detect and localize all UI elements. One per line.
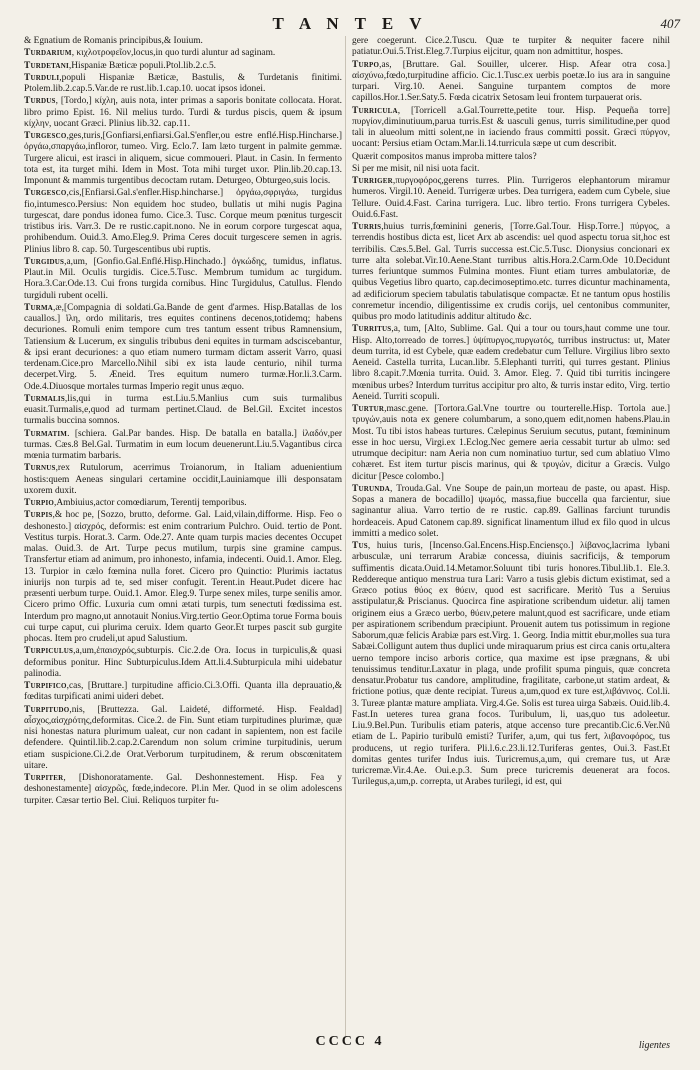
entry-headword: Turpo bbox=[352, 59, 380, 70]
entry-text: , κιχλοτροφεῖον,locus,in quo turdi aluntur ad saginam. bbox=[71, 48, 276, 59]
entry-text: Si per me misit, nil nisi uota facit. bbox=[352, 163, 480, 174]
signature-mark: CCCC 4 bbox=[315, 1034, 385, 1049]
entry-text: . [schiera. Gal.Par bandes. Hisp. De batalla en batalla.] ἰλαδόν,per turmas. Cæs.8 Bel.Gal. Turmatim in eum locum deuenerunt.Liu.5.Vagantibus circa mœnia turmatim barbaris. bbox=[24, 428, 342, 461]
dictionary-entry bbox=[24, 773, 342, 807]
dictionary-entry bbox=[24, 510, 342, 645]
entry-headword: Turpifico bbox=[24, 681, 67, 691]
entry-text: ,nis, [Bruttezza. Gal. Laideté, difformeté. Hisp. Fealdad] αἶσχος,αἰσχρότης,deformitas. Cice.2. de Fin. Sunt etiam turpitudines plurimæ, quæ nisi honestas natura plurimum ualeat, cur non cadant in sapientem, non est facile defendere. Quintil.lib.2.cap.2.Carendum non solum crimine turpitudinis, uerum etiam suspicione.Ci.2.de Orat.Verborum turpitudinem, & rerum obscœnitatem uitare. bbox=[24, 704, 342, 771]
entry-headword: Turdarium bbox=[24, 48, 72, 59]
left-column bbox=[24, 36, 342, 808]
entry-headword: Tus bbox=[352, 541, 368, 551]
dictionary-entry bbox=[24, 36, 342, 47]
right-column bbox=[352, 36, 670, 790]
dictionary-entry bbox=[24, 188, 342, 256]
dictionary-entry bbox=[352, 164, 670, 175]
dictionary-entry bbox=[24, 96, 342, 130]
entry-headword: Turriger bbox=[352, 176, 393, 186]
dictionary-entry bbox=[24, 463, 342, 497]
dictionary-entry bbox=[352, 324, 670, 403]
entry-headword: Turduli bbox=[24, 72, 60, 83]
entry-headword: Turritus bbox=[352, 324, 392, 335]
dictionary-entry bbox=[352, 484, 670, 540]
entry-headword: Turtur bbox=[352, 404, 385, 414]
entry-text: ,lis,qui in turma est.Liu.5.Manlius cum suis turmalibus euasit.Turmalis,e,quod ad turmam pertinet.Claud. de Bel.Gil. Excitet incestos turmalis buccina somnos. bbox=[24, 393, 342, 427]
column-divider bbox=[345, 36, 346, 1036]
entry-headword: Turdus bbox=[24, 96, 56, 107]
entry-text: ,ges,turis,[Gonfiarsi,enfiarsi.Gal.S'enfler,ou estre enflé.Hisp.Hincharse.] ὀργάω,σπαργάω,infloror, tumeo. Virg. Eclo.7. Iam læto turgent in palmite gemmæ. Turgere alicui, est irasci in aliquem, sicue commoueri. Plaut. in Casin. In fermento tota est, ita turget mihi. Idem in Most. Tota mihi turget uxor. Plin.lib.20.cap.13. Imponunt & mammis turgentibus decoctam rutam. Deturgeo, Obturgeo,suis locis. bbox=[24, 131, 342, 186]
dictionary-entry bbox=[352, 222, 670, 323]
entry-text: ,a,um, [Gonfio.Gal.Enflé.Hisp.Hinchado.] ὀγκώδης, tumidus, inflatus. Plaut.in Mil. Oculis turgidis. Cice.5.Tusc. Membrum tumidum ac turgidum. Hora.3.Car.Ode.13. Cui frons turgida cornibus. Hinc Turgidulus, Catullus. Flendo turgiduli rubent ocelli. bbox=[24, 256, 342, 301]
entry-headword: Turpiter bbox=[24, 773, 64, 783]
dictionary-entry bbox=[352, 106, 670, 151]
entry-text: ,πυργοφόρος,gerens turres. Plin. Turrigeros elephantorum miramur humeros. Virgil.10. Aeneid. Turrigeræ urbes. Dea turrigera, eadem cum Cybele, siue Tellure. Ouid.4.Fast. Carina turrigera. Luc. libro tertio. Frons turrigera Cybeles. Ouid.6.Fast. bbox=[352, 176, 670, 220]
entry-headword: Turpiculus bbox=[24, 646, 74, 657]
entry-headword: Turnus bbox=[24, 463, 56, 474]
entry-text: ,& hoc pe, [Sozzo, brutto, deforme. Gal. Laid,vilain,difforme. Hisp. Feo o deshonesto.] αἰσχρός, deformis: est enim contrarium Pulchro. Ouid. tertio de Pont. Vestitus turpis. Horat.3. Carm. Ode.27. Ante quam turpis macies decentes Occupet malas. Ouid.3. de Art. Turpe pecus mutilum, turpis sine gramine campus. Transfertur etiam ad animum, pro inhonesto, infamia, indecenti. Ouid.1. Amor. Eleg. 13. Turpior in cælo fœmina nulla foret. Cicero pro Quinctio: Plurimis iactatus iniurijs non turpis ad te, sed miser confugit. Terent.in Heaut.Pudet dicere hac præsenti uerbum turpe. Ouid.1. Amor. Eleg.9. Turpe senex miles, turpe senilis amor. Cicero primo Offic. Luxuria cum omni ætati turpis, tum senectuti fœdissima est. Interdum pro magno,ut annotauit Nonius.Virg.tertio Geor.Optima torue Forma bouis cui turpe caput, cui plurima ceruix. Idem quarto Geor.Et turpes pascit sub gurgite phocas. Item pro crudeli,ut apud Salustium. bbox=[24, 510, 342, 644]
dictionary-entry bbox=[24, 48, 342, 59]
dictionary-entry bbox=[352, 36, 670, 59]
entry-headword: Turpio bbox=[24, 498, 55, 508]
entry-text: gere coegerunt. Cice.2.Tuscu. Quæ te turpiter & nequiter facere nihil patiatur.Oui.5.Trist.Eleg.7.Turpius eijcitur, quam non admittitur, hospes. bbox=[352, 36, 670, 58]
entry-headword: Turpis bbox=[24, 510, 53, 521]
entry-headword: Turpitudo bbox=[24, 704, 70, 715]
dictionary-entry bbox=[24, 429, 342, 463]
entry-headword: Turma bbox=[24, 302, 54, 313]
dictionary-entry bbox=[24, 394, 342, 428]
entry-text: , [Dishonoratamente. Gal. Deshonnestement. Hisp. Fea y deshonestamente] αἰσχρῶς, fœde,indecore. Pl.in Mer. Quod in se olim adolescens turpiter. Cæsar tertio Bel. Ciui. Reliquos turpiter fu- bbox=[24, 773, 342, 806]
dictionary-entry bbox=[352, 404, 670, 483]
entry-text: , [Tordo,] κίχλη, auis nota, inter primas a saporis bonitate collocata. Horat. libro primo Epist. 16. Nil melius turdo. Turdi & turdus piscis, quem & ipsum κίχλην, uocant Græci. Plinius lib.32. cap.11. bbox=[24, 96, 342, 129]
dictionary-entry bbox=[24, 498, 342, 509]
dictionary-entry bbox=[24, 131, 342, 187]
entry-headword: Turgesco bbox=[24, 131, 67, 141]
catchword: ligentes bbox=[638, 1040, 670, 1051]
entry-text: & Egnatium de Romanis principibus,& Iouium. bbox=[24, 36, 203, 46]
entry-text: , huius turis, [Incenso.Gal.Encens.Hisp.Enciensço.] λίβανος,lacrima lybani arbusculæ, uni terrarum Arabiæ concessa, diuinis sacrificijs, & temporum suffimentis dicata.Ouid.14.Metamor.Soluunt tibi turis honores.Tibul.lib.1. Ele.3. Reddereque antiquo menstrua tura Lari: Varro a tusis glebis dictum existimat, sed a Græco potius θύος ex θύειν, quod est sacrificare. Meritò Tus a Seruius asstipulatur,& Priscianus. Quocirca fine aspiratione scribendum uidetur. alij tamen originem eius a Græco uerbo, θύειν,petere malunt,quod est sacrificare, unde etiam per aspirationem scribendum præcipiunt. Prouenit autem tus potissimum in regione Saborum,quæ felicis Arabiæ pars est.Virg. 1. Georg. India mittit ebur,molles sua tura Sabæi.Colligunt autem thus duplici unde miraquarum prius est circa canis ortu,altera uerno tempore inciso arboris cortice, qua maxime est ipse prægnans, & ubi tenuissimus tenditur.Laxatur in plaga, unde profilit spuma pinguis, quæ concreta densatur.Probatur tus candore, amplitudine, fragilitate, carbone,ut statim ardeat, & frictione potius, quæ dente recipiat. Tureus a,um,quod ex ture est,λιβάνινος. Col.li. 3. Tureæ plantæ mature ampliata. Virg.4.Ge. Solis est turea uirga Sabæis. Ouid.lib.4. Fast.In ueteres turea grana focos. Turibulum, li, uas,quo tus adoleetur. Liu.9.Bel.Pun. Turibulis etiam pateris, atque accenso ture precantib.Cic.6.Ver.Nû etiam de L. Papirio turibulū emisti? Turifer, a,um, qui tus fert, λιβανοφόρος, tus producens, ut regio turifera. Pli.l.6.c.23.li.12.Turiferas gentes, Oui.3. Fast.Et domitas gentes turifer Indus iuis. Turicremus,a,um, qui cremare tus, ut Aræ turicremæ.Vir.4.Ae. Oui.e.p.3. Sum prece turicremis deuenerat ara focos. Turilegus,a,um,p. correpta, ut Arabes turilegi, id est, qui bbox=[352, 541, 670, 788]
entry-text: ,a,um,ἐπαισχρός,subturpis. Cic.2.de Ora. Iocus in turpiculis,& quasi deformibus ponitur. Hinc Subturpiculus.Idem Att.li.4.Subturpicula mihi uidebatur palinodia. bbox=[24, 646, 342, 679]
dictionary-entry bbox=[352, 176, 670, 221]
dictionary-entry bbox=[24, 646, 342, 680]
entry-text: , [Torricell a.Gal.Tourrette,petite tour. Hisp. Pequeña torre] πυργίον,diminutiuum,parua turris.Est & uasculi genus, turris similitudine,per quod tali in alueolum mitti solent,ne in iaciendo fraus committi possit. Græci πύργον, uocant: Persius etiam Octam.Mar.li.14.turricula sæpe ut cum describit. bbox=[352, 105, 670, 150]
dictionary-entry bbox=[24, 303, 342, 393]
entry-text: ,cas, [Bruttare.] turpitudine afficio.Ci.3.Offi. Quanta illa deprauatio,& fœditas turpificati animi uideri debet. bbox=[24, 681, 342, 703]
entry-text: ,populi Hispaniæ Bæticæ, Bastulis, & Turdetanis finitimi. Ptolem.lib.2.cap.5.Var.de re rust.lib.1.cap.10. uocat ipsos idonei. bbox=[24, 72, 342, 94]
running-title: T A N T E V bbox=[272, 14, 428, 33]
entry-headword: Turris bbox=[352, 222, 382, 232]
entry-headword: Turmatim bbox=[24, 428, 68, 439]
dictionary-entry bbox=[24, 257, 342, 302]
dictionary-entry bbox=[24, 681, 342, 704]
entry-headword: Turunda bbox=[352, 483, 390, 494]
dictionary-entry bbox=[352, 60, 670, 105]
entry-text: Quærit compositos manus improba mittere talos? bbox=[352, 151, 537, 162]
entry-text: ,Hispaniæ Bæticæ populi.Ptol.lib.2.c.5. bbox=[68, 60, 217, 71]
entry-text: ,Ambiuius,actor comœdiarum, Terentij temporibus. bbox=[54, 498, 247, 508]
entry-text: ,huius turris,fœminini generis, [Torre.Gal.Tour. Hisp.Torre.] πύργος, a terrendis hostibus dicta est, licet Arx ab ascendis: uel quod aspectu torua sit,hoc est terribilis. Cæs.5.Bel. Gal. Turris successa est.Cic.5.Tusc. Dionysius concionari ex turre alta solebat.Vir.10.Aene.Stant turribus altis.Hora.2.Carm.Ode 10.Decidunt turres feriuntque summos Fulmina montes. Fiunt etiam turres ambulatoriæ, de quibus Vegetius libro quarto, cap.decimoseptimo.etc. turres dicuntur machinamenta, ad ædificiorum speciem tabulatis tabulatisque compactæ. Et ne tantum opus hostilis conremetur incendio, diligentissime ex crudis corijs, uel centonibus communiter, quibus pro modo latitudinis additur altitudo &c. bbox=[352, 222, 670, 322]
entry-text: ,a, tum, [Alto, Sublime. Gal. Qui a tour ou tours,haut comme une tour. Hisp. Alto,torreado de torres.] ὑψίπυργος,πυργωτός, turribus instructus: ut, Mater deum turrita, id est Cybele, quæ eadem credebatur cum Tellure. Virgilius libro sexto Aeneid. Castella turrita, Lucan.libr. 5.Elephanti turriti, qui turres gestant. Plinius libro 8.capit.7.Mœnia turrita. Ouid. 3. Amor. Eleg. 7. Quid tibi turritis incingere mœnibus urbes? Interdum turritus accipitur pro alto, & turris instar edito, Virg. tertio Aeneid. Turriti scopuli. bbox=[352, 324, 670, 402]
entry-headword: Turgidus bbox=[24, 256, 65, 267]
dictionary-entry bbox=[24, 73, 342, 96]
entry-text: ,cis,[Enfiarsi.Gal.s'enfler.Hisp.hincharse.] ὀργάω,σφριγάω, turgidus fio,intumesco.Persius: Non equidem hoc studeo, bullatis ut mihi nugis Pagina turgescat, dare pondus idonea fumo. Cice.3. Tusc. Corque meum pœnitus turgescit tristibus iris. Varr.3. De re rustic.capit.nono. Ne in eorum corpore turgescat aqua, prohibendum. Ouid.3. Amo.Eleg.9. Prima Ceres docuit turgescere semen in agris. Plinius libro 8. cap. 50. Turgescentibus ubi ruptis. bbox=[24, 188, 342, 255]
entry-headword: Turmalis bbox=[24, 393, 65, 404]
entry-text: ,as, [Bruttare. Gal. Souiller, ulcerer. Hisp. Afear otra cosa.] αἰσχύνω,fœdo,turpitudine afficio. Cic.1.Tusc.ex uerbis poetæ.Io ius ara in sanguine turpari. Virg.10. Aenei. Sanguine turpantem comptos de more capillos.Hor.1.Ser.Saty.5. Fœda cicatrix Setosam leui frontem turpauerat oris. bbox=[352, 59, 670, 104]
dictionary-entry bbox=[24, 61, 342, 72]
entry-headword: Turgesco bbox=[24, 188, 67, 199]
entry-headword: Turdetani bbox=[24, 60, 69, 71]
page-number: 407 bbox=[660, 16, 680, 31]
dictionary-entry bbox=[352, 152, 670, 163]
entry-text: ,rex Rutulorum, acerrimus Troianorum, in Italiam aduenientium hostis:quem Aeneas singulari certamine occidit,Lauiniamque illi desponsatam uxorem duxit. bbox=[24, 463, 342, 496]
entry-headword: Turricula bbox=[352, 105, 398, 116]
entry-text: ,æ,[Compagnia di soldati.Ga.Bande de gent d'armes. Hisp.Batallas de los cauallos.] ἴλη, ordo militaris, tres equites continens decenos,totidemq; habens decuriones. Romuli enim tempore cum tres tantum essent tribus Ramnensium, Tatiensium & Lucerum, ex singulis tribubus deni equites in turmam adsciscebantur, & ipsi erant decuriones: a quo etiam numero turmam dictam asserit Varro, quasi terdenam.Cice.pro Marcello.Nihil sibi ex ista laude centurio, nihil turma decerpet.Virg. 5. Æneid. Tres equitum numero turmæ.Hor.li.3.Carm. Ode.4.Diuosque mortales turmas Imperio regit unus æquo. bbox=[24, 302, 342, 392]
dictionary-entry bbox=[352, 541, 670, 789]
entry-text: , Trouda.Gal. Vne Soupe de pain,un morteau de paste, ou apast. Hisp. Sopas a manera de bocadillo] ψωμός, massa,fiue buccella qua farcientur, siue saginantur aliua. Varro tertio de re rustic. cap.89. Gallinas farciunt turundis hordeaceis. Apud Catonem cap.89. significat linamentum illud ex filo quod in ulcus immitti a medico solet. bbox=[352, 483, 670, 539]
entry-text: ,masc.gene. [Tortora.Gal.Vne tourtre ou tourterelle.Hisp. Tortola aue.] τρυγών,auis nota ex genere columbarum, a sono,quem edit,nomen habens.Plau.in Most. Tu tibi istos habeas turtures. Cælepinus Seruium secutus, putant, fœmininum esse in hoc uersu, Virgi.ex 1.Eclog.Nec gemere aeria cessabit turtur ab ulmo: sed utrumque decipitur: nam Aeria non cum nominatiuo turtur, sed cum ablatiuo Vlmo cohæret. Est item turtur piscis marinus, qui & τρυγών, dicitur a Græcis. Vulgo dicitur [Pesce colombo.] bbox=[352, 404, 670, 482]
dictionary-entry bbox=[24, 705, 342, 773]
